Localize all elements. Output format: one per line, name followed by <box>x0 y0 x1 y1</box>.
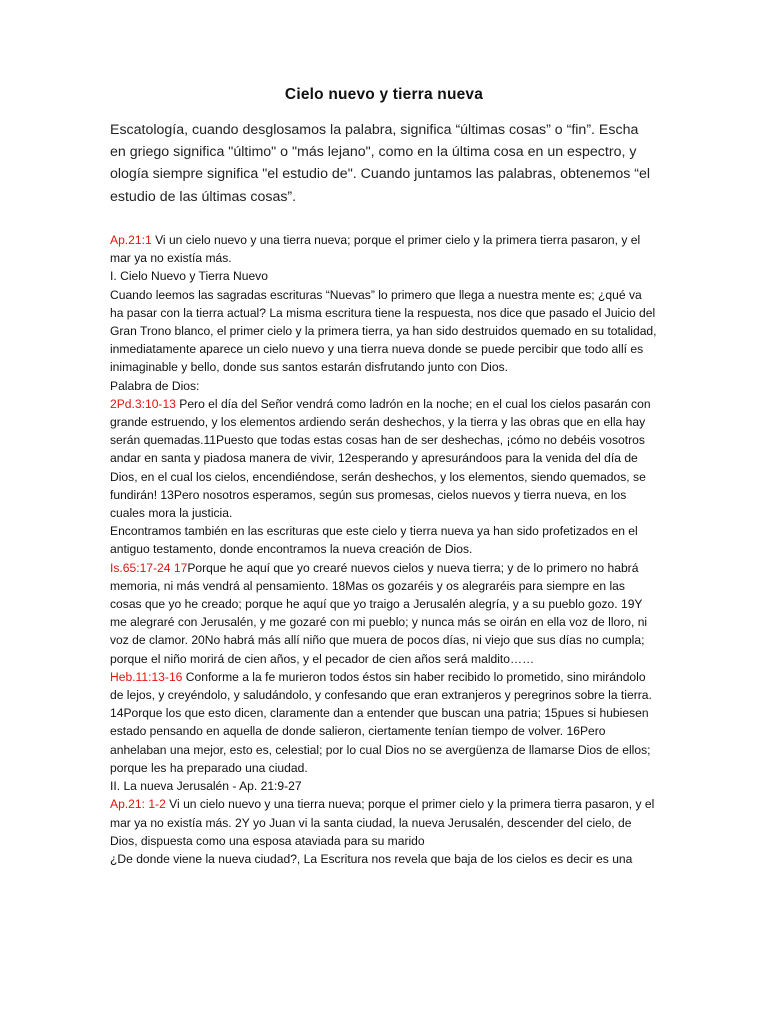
bible-reference: Ap.21:1 <box>110 233 152 247</box>
paragraph <box>110 522 658 558</box>
document-body <box>110 231 658 868</box>
subheading <box>110 377 658 395</box>
document-title: Cielo nuevo y tierra nueva <box>284 86 484 103</box>
bible-reference: Ap.21: 1-2 <box>110 797 166 812</box>
paragraph <box>110 395 658 522</box>
paragraph <box>110 850 658 868</box>
bible-reference: Heb.11:13-16 <box>110 669 183 684</box>
intro-paragraph: Escatología, cuando desglosamos la palabra, significa “últimas cosas” o “fin”. Escha en griego significa "último" o "más lejano", como en la última cosa en un espectro, y ología siempre significa "el estudio de". Cuando juntamos las palabras, obtenemos “el estudio de las últimas cosas”. <box>110 122 651 205</box>
paragraph <box>110 559 658 668</box>
paragraph-text: I. Cielo Nuevo y Tierra Nuevo <box>110 269 268 284</box>
paragraph-text: Vi un cielo nuevo y una tierra nueva; porque el primer cielo y la primera tierra pasaron, y el mar ya no existía más. <box>110 233 641 266</box>
paragraph-text: II. La nueva Jerusalén - Ap. 21:9-27 <box>110 779 302 794</box>
paragraph-text: Vi un cielo nuevo y una tierra nueva; porque el primer cielo y la primera tierra pasaron, y el mar ya no existía más. 2Y yo Juan vi la santa ciudad, la nueva Jerusalén, descender del cielo, de Dios, dispuesta como una esposa ataviada para su marido <box>110 797 655 848</box>
section-heading <box>110 777 658 795</box>
paragraph-text: Cuando leemos las sagradas escrituras “Nuevas” lo primero que llega a nuestra mente es; ¿qué va ha pasar con la tierra actual? La misma escritura tiene la respuesta, nos dice que pasado el Juicio del Gran Trono blanco, el primer cielo y la primera tierra, ya han sido destruidos quemado en su totalidad, inmediatamente aparece un cielo nuevo y una tierra nueva donde se puede percibir que todo allí es inimaginable y bello, donde sus santos estarán disfrutando junto con Dios. <box>110 287 657 375</box>
paragraph <box>110 668 658 777</box>
bible-reference: Is.65:17-24 17 <box>110 560 188 575</box>
paragraph <box>110 795 658 850</box>
paragraph-text: Conforme a la fe murieron todos éstos sin haber recibido lo prometido, sino mirándolo de lejos, y creyéndolo, y saludándolo, y confesando que eran extranjeros y peregrinos sobre la tierra. 14Porque los que esto dicen, claramente dan a entender que buscan una patria; 15pues si hubiesen estado pensando en aquella de donde salieron, ciertamente tenían tiempo de volver. 16Pero anhelaban una mejor, esto es, celestial; por lo cual Dios no se avergüenza de llamarse Dios de ellos; porque les ha preparado una ciudad. <box>110 669 652 775</box>
paragraph-text: Pero el día del Señor vendrá como ladrón en la noche; en el cual los cielos pasarán con grande estruendo, y los elementos ardiendo serán deshechos, y la tierra y las obras que en ella hay serán quemadas.11Puesto que todas estas cosas han de ser deshechas, ¡cómo no debéis vosotros andar en santa y piadosa manera de vivir, 12esperando y apresurándoos para la venida del día de Dios, en el cual los cielos, encendiéndose, serán deshechos, y los elementos, siendo quemados, se fundirán! 13Pero nosotros esperamos, según sus promesas, cielos nuevos y tierra nueva, en los cuales mora la justicia. <box>110 396 651 521</box>
paragraph-text: Palabra de Dios: <box>110 378 200 393</box>
paragraph <box>110 286 658 377</box>
paragraph-text: ¿De donde viene la nueva ciudad?, La Escritura nos revela que baja de los cielos es decir es una <box>110 851 633 866</box>
bible-reference: 2Pd.3:10-13 <box>110 396 176 411</box>
paragraph-text: Porque he aquí que yo crearé nuevos cielos y nueva tierra; y de lo primero no habrá memoria, ni más vendrá al pensamiento. 18Mas os gozaréis y os alegraréis para siempre en las cosas que yo he creado; porque he aquí que yo traigo a Jerusalén alegría, y a su pueblo gozo. 19Y me alegraré con Jerusalén, y me gozaré con mi pueblo; y nunca más se oirán en ella voz de lloro, ni voz de clamor. 20No habrá más allí niño que muera de pocos días, ni viejo que sus días no cumpla; porque el niño morirá de cien años, y el pecador de cien años será maldito…… <box>110 560 648 666</box>
paragraph-text: Encontramos también en las escrituras que este cielo y tierra nueva ya han sido profetizados en el antiguo testamento, donde encontramos la nueva creación de Dios. <box>110 524 638 557</box>
section-heading <box>110 267 658 285</box>
paragraph <box>110 231 658 267</box>
